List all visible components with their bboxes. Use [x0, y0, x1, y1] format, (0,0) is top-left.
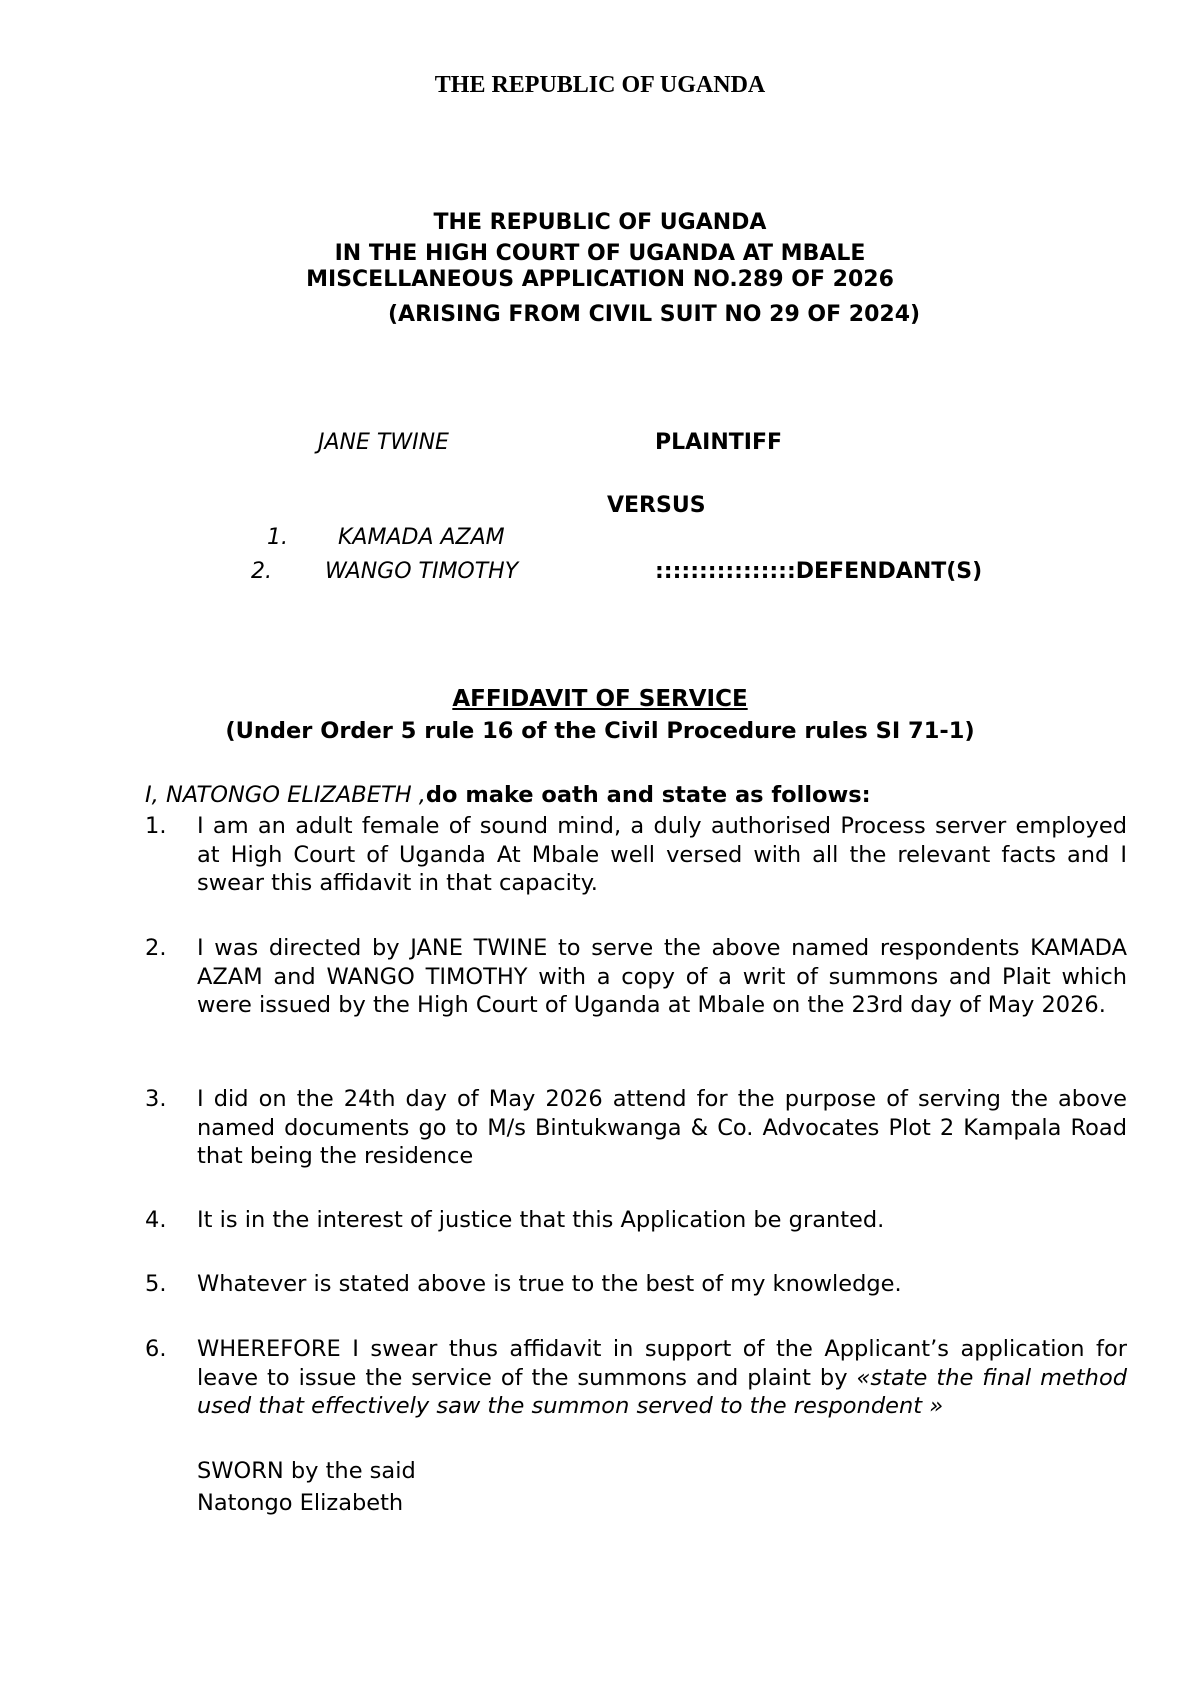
paragraph-6-placeholder-text: «state the final method used that effectively saw the summon served to the respondent » — [197, 1364, 1127, 1419]
paragraph-number: 6. — [145, 1336, 167, 1362]
affidavit-title: AFFIDAVIT OF SERVICE — [452, 686, 748, 712]
paragraph-text: Whatever is stated above is true to the best of my knowledge. — [197, 1271, 902, 1297]
paragraph-text: I did on the 24th day of May 2026 attend for the purpose of serving the above named documents go to M/s Bintukwanga & Co. Advocates Plot 2 Kampala Road that being the residence — [197, 1086, 1127, 1169]
deponent-name: I, NATONGO ELIZABETH , — [145, 782, 426, 808]
top-heading: THE REPUBLIC OF UGANDA — [434, 72, 766, 98]
paragraph-number: 3. — [145, 1086, 167, 1112]
paragraph-6-main-text: WHEREFORE I swear thus affidavit in support of the Applicant’s application for leave to issue the service of the summons and plaint by — [197, 1336, 1127, 1391]
defendant-2-name: WANGO TIMOTHY — [325, 559, 519, 584]
versus-label: VERSUS — [607, 493, 706, 518]
paragraph-number: 1. — [145, 813, 167, 839]
header-court: IN THE HIGH COURT OF UGANDA AT MBALE — [334, 241, 866, 266]
defendant-label: ::::::::::::::::DEFENDANT(S) — [655, 559, 983, 584]
sworn-line-1: SWORN by the said — [197, 1458, 416, 1484]
paragraph-text: I was directed by JANE TWINE to serve the above named respondents KAMADA AZAM and WANGO TIMOTHY with a copy of a writ of summons and Plait which were issued by the High Court of Uganda at Mbale on the 23rd day of May 2026. — [197, 935, 1127, 1018]
sworn-line-2: Natongo Elizabeth — [197, 1490, 404, 1516]
header-application-no: MISCELLANEOUS APPLICATION NO.289 OF 2026 — [306, 267, 894, 292]
defendant-1-number: 1. — [267, 525, 288, 550]
defendant-1-name: KAMADA AZAM — [338, 525, 505, 550]
paragraph-text — [197, 1335, 1127, 1421]
defendant-2-number: 2. — [251, 559, 272, 584]
intro-statement: do make oath and state as follows: — [425, 782, 871, 808]
paragraph-number: 4. — [145, 1207, 167, 1233]
plaintiff-label: PLAINTIFF — [655, 430, 783, 455]
affidavit-subtitle: (Under Order 5 rule 16 of the Civil Procedure rules SI 71-1) — [225, 718, 975, 744]
plaintiff-name: JANE TWINE — [318, 430, 449, 455]
paragraph-text: It is in the interest of justice that this Application be granted. — [197, 1207, 885, 1233]
paragraph-number: 5. — [145, 1271, 167, 1297]
paragraph-number: 2. — [145, 935, 167, 961]
header-republic: THE REPUBLIC OF UGANDA — [433, 210, 767, 235]
intro-line — [145, 782, 871, 808]
header-arising-from: (ARISING FROM CIVIL SUIT NO 29 OF 2024) — [388, 302, 921, 327]
paragraph-text: I am an adult female of sound mind, a duly authorised Process server employed at High Court of Uganda At Mbale well versed with all the relevant facts and I swear this affidavit in that capacity. — [197, 813, 1127, 896]
